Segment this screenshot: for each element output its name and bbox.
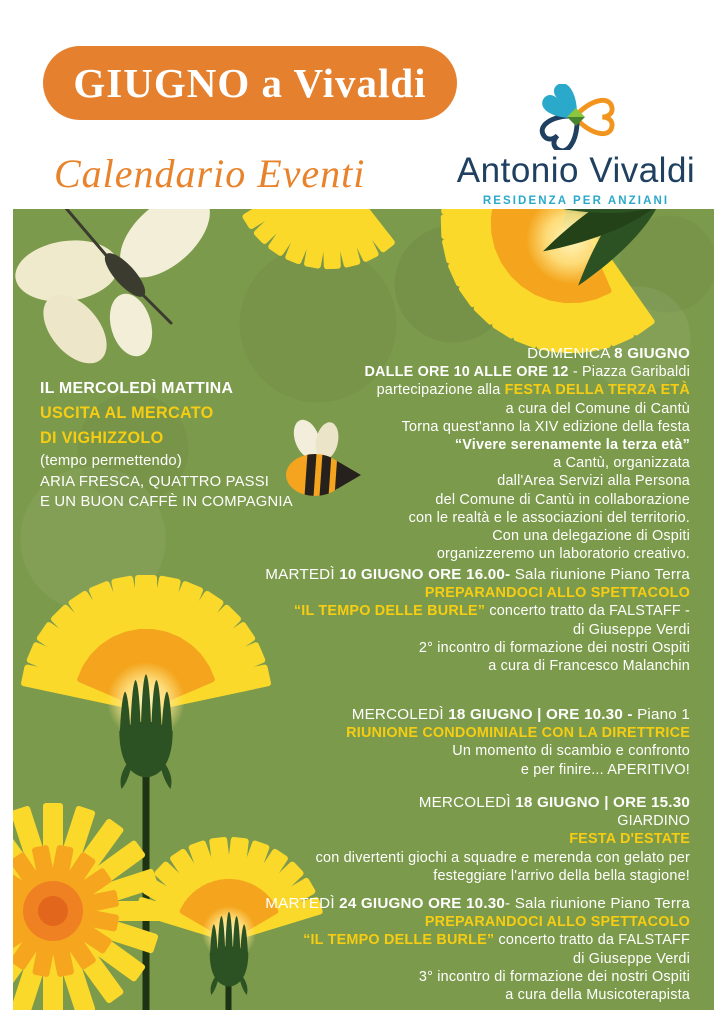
event-line: “Vivere serenamente la terza età” [454,437,690,454]
event-line: organizzeremo un laboratorio creativo. [436,546,690,563]
event-line: Torna quest'anno la XIV edizione della festa [401,418,690,435]
butterfly-knot-icon [537,84,615,150]
logo [452,84,700,207]
weekly-note-line: USCITA AL MERCATO [40,404,214,422]
event-line: Un momento di scambio e confronto [452,743,690,760]
event-line: PREPARANDOCI ALLO SPETTACOLO [424,914,690,931]
event-line: di Giuseppe Verdi [573,621,690,638]
logo-name: Antonio Vivaldi [456,151,696,190]
event-line: MARTEDÌ 10 GIUGNO ORE 16.00- Sala riunione Piano Terra [265,566,690,583]
event-block-1 [364,345,690,563]
event-line: partecipazione alla FESTA DELLA TERZA ETÀ [376,382,690,399]
event-line: “IL TEMPO DELLE BURLE” concerto tratto da FALSTAFF - [293,603,690,620]
event-block-3 [346,706,690,779]
event-line: DOMENICA 8 GIUGNO [527,345,690,362]
event-line: a cura di Francesco Malanchin [488,658,690,675]
subtitle-script: Calendario Eventi [54,151,366,196]
event-line: MERCOLEDÌ 18 GIUGNO | ORE 10.30 - Piano 1 [351,706,690,723]
event-line: del Comune di Cantù in collaborazione [435,491,690,508]
event-line: MERCOLEDÌ 18 GIUGNO | ORE 15.30 [418,794,690,811]
event-line: 2° incontro di formazione dei nostri Ospiti [418,639,690,656]
events-panel [13,209,714,1010]
event-block-5 [265,895,690,1004]
events-list [13,209,714,1010]
event-line: a Cantù, organizzata [553,455,690,472]
logo-tagline: RESIDENZA PER ANZIANI [482,195,670,207]
event-line: FESTA D'ESTATE [569,831,690,848]
event-line: MARTEDÌ 24 GIUGNO ORE 10.30- Sala riunione Piano Terra [265,895,690,912]
weekly-note-line: DI VIGHIZZOLO [40,429,164,447]
weekly-note-line: E UN BUON CAFFÈ IN COMPAGNIA [40,494,293,510]
event-line: di Giuseppe Verdi [573,950,690,967]
event-line: PREPARANDOCI ALLO SPETTACOLO [424,585,690,602]
event-block-2 [265,566,690,675]
event-line: Con una delegazione di Ospiti [492,528,690,545]
event-block-4 [316,794,690,885]
event-line: dall'Area Servizi alla Persona [497,473,690,490]
weekly-note-line: ARIA FRESCA, QUATTRO PASSI [40,473,270,490]
event-line: con le realtà e le associazioni del territorio. [408,509,690,526]
page-title: GIUGNO a Vivaldi [73,60,427,106]
event-line: DALLE ORE 10 ALLE ORE 12 - Piazza Garibaldi [364,364,690,381]
event-line: “IL TEMPO DELLE BURLE” concerto tratto da FALSTAFF [303,932,690,949]
event-line: e per finire... APERITIVO! [520,761,690,778]
event-line: GIARDINO [617,813,690,830]
event-line: RIUNIONE CONDOMINIALE CON LA DIRETTRICE [346,725,690,742]
event-line: a cura della Musicoterapista [505,987,690,1004]
event-line: con divertenti giochi a squadre e merenda con gelato per [315,849,690,866]
event-line: a cura del Comune di Cantù [505,400,690,417]
event-line: festeggiare l'arrivo della bella stagione! [433,867,690,884]
weekly-note-line: (tempo permettendo) [40,453,182,469]
title-banner [43,46,457,120]
weekly-note-line: IL MERCOLEDÌ MATTINA [40,380,234,397]
event-line: 3° incontro di formazione dei nostri Ospiti [418,968,690,985]
